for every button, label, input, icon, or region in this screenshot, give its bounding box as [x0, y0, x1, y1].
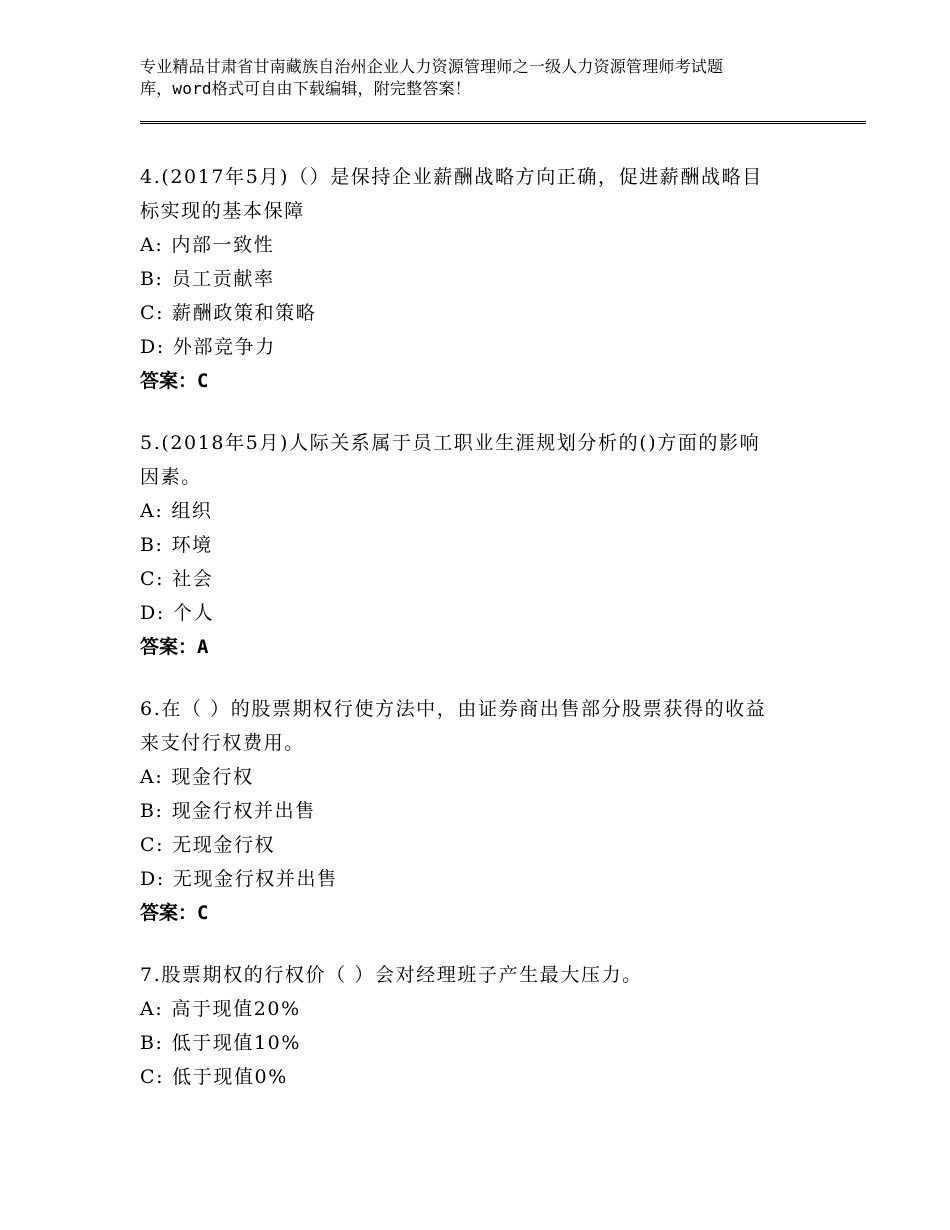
header-line-1: 专业精品甘肃省甘南藏族自治州企业人力资源管理师之一级人力资源管理师考试题 — [140, 57, 724, 76]
option-text: 高于现值20% — [171, 998, 301, 1020]
option-text: 内部一致性 — [171, 234, 275, 256]
option-key: D: — [140, 602, 165, 624]
option-text: 员工贡献率 — [171, 268, 275, 290]
option-d — [140, 596, 840, 630]
option-text: 个人 — [172, 602, 215, 624]
option-text: 无现金行权并出售 — [172, 868, 338, 890]
option-text: 无现金行权 — [172, 834, 276, 856]
option-b — [140, 528, 840, 562]
option-key: C: — [140, 302, 165, 324]
option-text: 外部竞争力 — [172, 336, 276, 358]
stem-line: 来支付行权费用。 — [140, 732, 305, 754]
option-text: 社会 — [172, 568, 214, 590]
answer-label: 答案：C — [140, 902, 209, 924]
option-text: 现金行权并出售 — [171, 800, 316, 822]
answer-label: 答案：A — [140, 636, 209, 658]
option-text: 薪酬政策和策略 — [172, 302, 317, 324]
header-line-2: 库，word格式可自由下载编辑，附完整答案！ — [140, 79, 471, 98]
option-key: C: — [140, 834, 165, 856]
stem-line: 因素。 — [140, 466, 202, 488]
option-d — [140, 330, 840, 364]
option-c — [140, 828, 840, 862]
option-d — [140, 862, 840, 896]
option-b — [140, 794, 840, 828]
option-text: 组织 — [171, 500, 213, 522]
question-list — [140, 160, 840, 1122]
stem-line: 6.在（ ）的股票期权行使方法中，由证券商出售部分股票获得的收益 — [140, 698, 767, 720]
question-5 — [140, 426, 840, 664]
question-stem — [140, 426, 840, 494]
option-a — [140, 760, 840, 794]
question-stem — [140, 958, 840, 992]
question-4 — [140, 160, 840, 398]
option-key: B: — [140, 268, 164, 290]
option-key: C: — [140, 568, 165, 590]
question-stem — [140, 692, 840, 760]
option-c — [140, 562, 840, 596]
option-key: A: — [140, 234, 164, 256]
option-a — [140, 992, 840, 1026]
answer-label: 答案：C — [140, 370, 209, 392]
option-key: D: — [140, 868, 165, 890]
document-header — [140, 56, 830, 100]
option-key: D: — [140, 336, 165, 358]
option-b — [140, 1026, 840, 1060]
option-key: A: — [140, 766, 164, 788]
option-key: B: — [140, 800, 164, 822]
stem-line: 标实现的基本保障 — [140, 200, 305, 222]
stem-line: 4.(2017年5月)（）是保持企业薪酬战略方向正确，促进薪酬战略目 — [140, 166, 763, 188]
option-a — [140, 228, 840, 262]
option-key: B: — [140, 1032, 164, 1054]
question-7 — [140, 958, 840, 1094]
option-c — [140, 296, 840, 330]
option-text: 环境 — [171, 534, 213, 556]
option-key: A: — [140, 500, 164, 522]
question-stem — [140, 160, 840, 228]
question-6 — [140, 692, 840, 930]
stem-line: 5.(2018年5月)人际关系属于员工职业生涯规划分析的()方面的影响 — [140, 432, 761, 454]
option-c — [140, 1060, 840, 1094]
option-b — [140, 262, 840, 296]
option-text: 低于现值10% — [171, 1032, 302, 1054]
stem-line: 7.股票期权的行权价（ ）会对经理班子产生最大压力。 — [140, 964, 643, 986]
option-a — [140, 494, 840, 528]
option-key: C: — [140, 1066, 165, 1088]
option-key: A: — [140, 998, 164, 1020]
header-divider — [140, 121, 866, 124]
option-text: 现金行权 — [171, 766, 254, 788]
option-key: B: — [140, 534, 164, 556]
option-text: 低于现值0% — [172, 1066, 288, 1088]
